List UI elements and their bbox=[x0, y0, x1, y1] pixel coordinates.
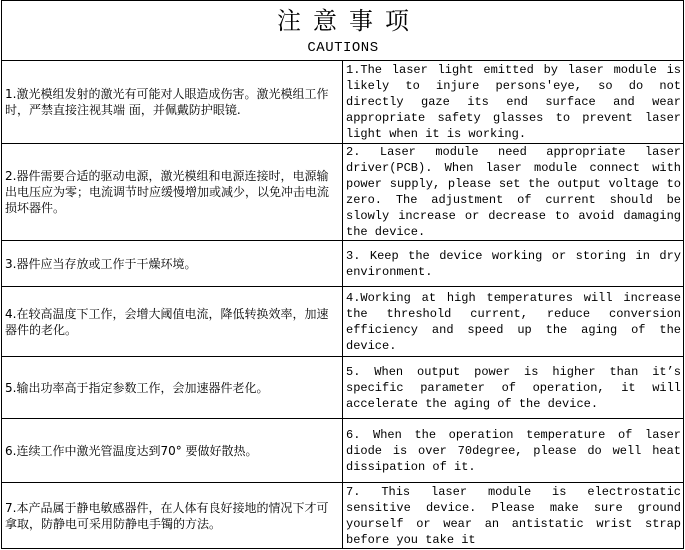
table-row bbox=[2, 61, 684, 144]
header-row bbox=[2, 1, 684, 61]
table-row bbox=[2, 419, 684, 483]
caution-en-7: 7. This laser module is electrostatic sensitive device. Please make sure ground yourself or wear an antistatic wrist strap before you take it bbox=[343, 483, 684, 549]
table-row bbox=[2, 241, 684, 287]
caution-en-2: 2. Laser module need appropriate laser driver(PCB). When laser module connect with power supply, please set the output voltage to zero. The adjustment of current should be slowly increase or decrease to avoid damaging the device. bbox=[343, 144, 684, 241]
caution-cn-6: 6.连续工作中激光管温度达到70° 要做好散热。 bbox=[2, 419, 343, 483]
caution-en-3: 3. Keep the device working or storing in dry environment. bbox=[343, 241, 684, 287]
table-row bbox=[2, 357, 684, 419]
caution-cn-2: 2.器件需要合适的驱动电源，激光模组和电源连接时，电源输出电压应为零；电流调节时应缓慢增加或减少，以免冲击电流损坏器件。 bbox=[2, 144, 343, 241]
caution-en-4: 4.Working at high temperatures will increase the threshold current, reduce conversion efficiency and speed up the aging of the device. bbox=[343, 287, 684, 357]
table-row bbox=[2, 287, 684, 357]
caution-cn-3: 3.器件应当存放或工作于干燥环境。 bbox=[2, 241, 343, 287]
caution-en-5: 5. When output power is higher than it’s specific parameter of operation, it will accelerate the aging of the device. bbox=[343, 357, 684, 419]
caution-cn-7: 7.本产品属于静电敏感器件，在人体有良好接地的情况下才可拿取，防静电可采用防静电手镯的方法。 bbox=[2, 483, 343, 549]
caution-en-1: 1.The laser light emitted by laser module is likely to injure persons'eye, so do not directly gaze its end surface and wear appropriate safety glasses to prevent laser light when it is working. bbox=[343, 61, 684, 144]
table-row bbox=[2, 483, 684, 549]
caution-cn-5: 5.输出功率高于指定参数工作，会加速器件老化。 bbox=[2, 357, 343, 419]
cautions-table bbox=[1, 0, 684, 549]
title-english: CAUTIONS bbox=[307, 40, 379, 56]
caution-en-6: 6. When the operation temperature of laser diode is over 70degree, please do well heat dissipation of it. bbox=[343, 419, 684, 483]
header-cell bbox=[2, 1, 684, 61]
table-row bbox=[2, 144, 684, 241]
caution-cn-4: 4.在较高温度下工作，会增大阈值电流，降低转换效率，加速器件的老化。 bbox=[2, 287, 343, 357]
title-chinese: 注意事项 bbox=[277, 7, 421, 35]
caution-cn-1: 1.激光模组发射的激光有可能对人眼造成伤害。激光模组工作时，严禁直接注视其端 面，并佩戴防护眼镜. bbox=[2, 61, 343, 144]
